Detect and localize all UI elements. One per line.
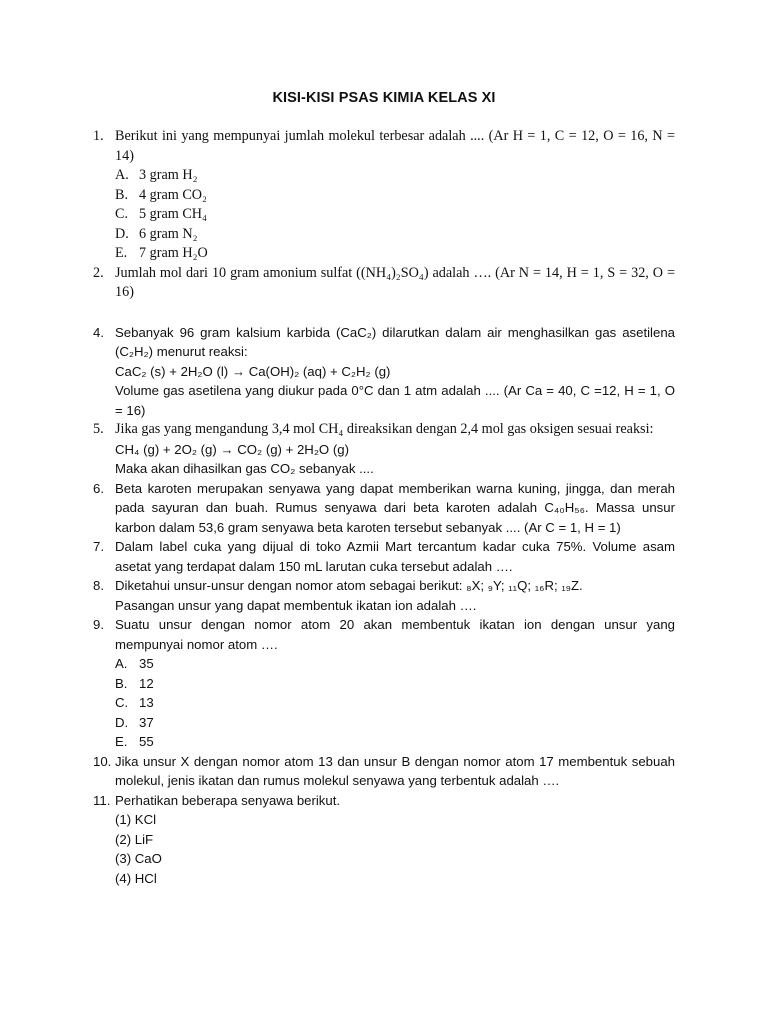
question-1 (93, 127, 675, 264)
question-number: 7. (93, 539, 104, 554)
option-letter: C. (115, 206, 129, 222)
option-text: 5 gram CH₄ (139, 206, 207, 222)
question-list (93, 127, 675, 888)
option-text: 3 gram H₂ (139, 167, 198, 183)
reaction-equation: CH₄ (g) + 2O₂ (g) → CO₂ (g) + 2H₂O (g) (115, 441, 349, 457)
option-text: 37 (139, 714, 154, 730)
question-number: 6. (93, 480, 104, 496)
question-text-continued: Maka akan dihasilkan gas CO₂ sebanyak .... (115, 461, 374, 476)
option-letter: D. (115, 714, 129, 730)
option-text: 12 (139, 675, 154, 691)
question-text: Berikut ini yang mempunyai jumlah molekul terbesar adalah .... (Ar H = 1, C = 12, O = 16, N = 14) (115, 128, 675, 164)
option-text: 6 gram N₂ (139, 225, 198, 242)
option-e (115, 732, 675, 752)
reaction-equation: CaC₂ (s) + 2H₂O (l) → Ca(OH)₂ (aq) + C₂H₂ (g) (115, 363, 391, 379)
option-d (115, 225, 675, 245)
question-text: Dalam label cuka yang dijual di toko Azmii Mart tercantum kadar cuka 75%. Volume asam asetat yang terdapat dalam 150 mL larutan cuka tersebut adalah …. (115, 539, 675, 574)
option-letter: B. (115, 675, 128, 691)
option-text: 7 gram H₂O (139, 245, 208, 261)
answer-options (115, 166, 675, 264)
question-number: 1. (93, 128, 104, 144)
option-text: 4 gram CO₂ (139, 186, 207, 203)
compound-item-4: (4) HCl (115, 870, 157, 886)
option-d (115, 713, 675, 733)
option-letter: C. (115, 695, 129, 710)
question-text-continued: Volume gas asetilena yang diukur pada 0°C dan 1 atm adalah .... (Ar Ca = 40, C =12, H = 1, O = 16) (115, 383, 675, 418)
question-11 (93, 791, 675, 889)
option-b (115, 186, 675, 206)
option-letter: E. (115, 245, 128, 261)
option-c (115, 693, 675, 713)
question-text: Suatu unsur dengan nomor atom 20 akan membentuk ikatan ion dengan unsur yang mempunyai nomor atom …. (115, 617, 675, 652)
question-number: 11. (93, 792, 111, 808)
question-9 (93, 615, 675, 752)
option-a (115, 654, 675, 674)
option-letter: B. (115, 186, 129, 203)
question-5 (93, 420, 675, 479)
option-letter: D. (115, 225, 129, 242)
question-7 (93, 537, 675, 576)
option-text: 13 (139, 695, 154, 710)
question-number: 9. (93, 617, 104, 632)
option-letter: A. (115, 656, 128, 671)
question-number: 4. (93, 324, 104, 340)
option-letter: E. (115, 734, 128, 749)
answer-options (115, 654, 675, 752)
option-letter: A. (115, 167, 129, 183)
question-text: Jika gas yang mengandung 3,4 mol CH₄ direaksikan dengan 2,4 mol gas oksigen sesuai reaksi: (115, 421, 654, 437)
question-text: Jumlah mol dari 10 gram amonium sulfat ((NH₄)₂SO₄) adalah …. (Ar N = 14, H = 1, S = 32, O = 16) (115, 264, 675, 300)
question-text: Perhatikan beberapa senyawa berikut. (115, 792, 341, 808)
question-number: 5. (93, 421, 104, 437)
question-number: 10. (93, 753, 112, 769)
question-8 (93, 576, 675, 615)
question-number: 2. (93, 264, 104, 281)
option-a (115, 166, 675, 186)
compound-item-3: (3) CaO (115, 851, 162, 866)
page-title: KISI-KISI PSAS KIMIA KELAS XI (272, 90, 496, 106)
question-10 (93, 752, 675, 791)
option-e (115, 244, 675, 264)
option-c (115, 205, 675, 225)
blank-gap (93, 303, 675, 323)
question-text: Jika unsur X dengan nomor atom 13 dan unsur B dengan nomor atom 17 membentuk sebuah molekul, jenis ikatan dan rumus molekul senyawa yang terbentuk adalah …. (115, 753, 675, 788)
question-6 (93, 479, 675, 538)
option-b (115, 674, 675, 694)
question-2 (93, 264, 675, 303)
option-text: 35 (139, 656, 154, 671)
question-text: Diketahui unsur-unsur dengan nomor atom sebagai berikut: ₈X; ₉Y; ₁₁Q; ₁₆R; ₁₉Z. (115, 578, 583, 593)
question-number: 8. (93, 578, 104, 593)
question-4 (93, 323, 675, 421)
compound-item-1: (1) KCl (115, 812, 157, 827)
option-text: 55 (139, 734, 154, 749)
question-text: Beta karoten merupakan senyawa yang dapat memberikan warna kuning, jingga, dan merah pada sayuran dan buah. Rumus senyawa dari beta karoten adalah C₄₀H₅₆. Massa unsur karbon dalam 53,6 gram senyawa beta karoten tersebut sebanyak .... (Ar C = 1, H = 1) (115, 480, 675, 535)
question-text: Sebanyak 96 gram kalsium karbida (CaC₂) dilarutkan dalam air menghasilkan gas asetilena (C₂H₂) menurut reaksi: (115, 324, 675, 359)
compound-item-2: (2) LiF (115, 831, 154, 847)
question-text-continued: Pasangan unsur yang dapat membentuk ikatan ion adalah …. (115, 597, 477, 613)
